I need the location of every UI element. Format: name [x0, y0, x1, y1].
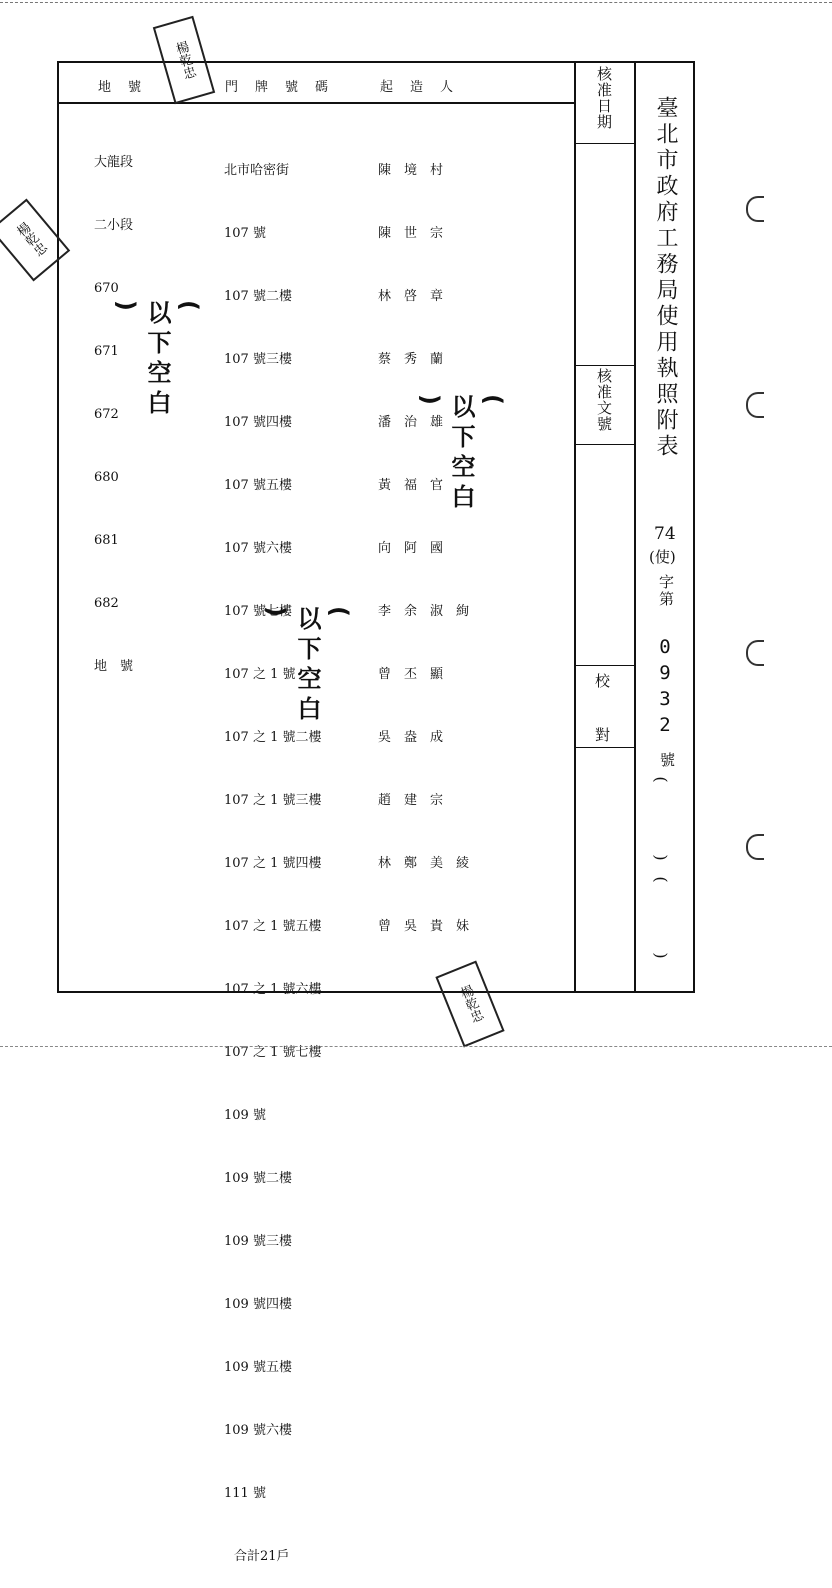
door-number-item: 111 號: [224, 1486, 266, 1501]
bracket-mark: ): [651, 854, 671, 861]
proofread-label-top: 校: [595, 672, 611, 690]
binder-hole: [746, 392, 764, 418]
door-number-item: 109 號三樓: [224, 1234, 292, 1249]
lot-number-item: 671: [94, 344, 119, 359]
blank-mark-door: ( 以下空白 ): [262, 606, 353, 726]
bracket-mark: (: [651, 776, 671, 783]
approval-number-label: 核准文號: [595, 368, 613, 432]
lot-number-item: 681: [94, 533, 119, 548]
builder-item: 陳 世 宗: [378, 226, 444, 241]
lot-number-item: 670: [94, 281, 119, 296]
door-number-item: 107 號七樓: [224, 604, 292, 619]
permit-suffix: 號: [658, 752, 676, 767]
door-number-item: 109 號: [224, 1108, 266, 1123]
door-number-item: 107 之 1 號六樓: [224, 982, 322, 997]
permit-word: 字第: [657, 574, 675, 608]
frame-right: [693, 61, 695, 993]
door-number-item: 107 號二樓: [224, 289, 292, 304]
lot-number-item: 地 號: [94, 659, 134, 674]
door-number-item: 北市哈密街: [224, 163, 290, 178]
door-number-item: 109 號二樓: [224, 1171, 292, 1186]
door-number-item: 107 之 1 號二樓: [224, 730, 322, 745]
lot-number-item: 672: [94, 407, 119, 422]
builder-item: 曾 吳 貴 妹: [378, 919, 470, 934]
bracket-mark: ): [651, 952, 671, 959]
builder-item: 陳 境 村: [378, 163, 444, 178]
builder-list: [378, 118, 469, 958]
permit-year: 74: [654, 524, 676, 544]
door-number-item: 109 號四樓: [224, 1297, 292, 1312]
side-row-divider-3: [574, 444, 636, 445]
builder-item: 潘 治 雄: [378, 415, 444, 430]
seal-stamp-left: 楊乾忠: [0, 199, 70, 282]
side-column-divider: [574, 61, 576, 993]
header-door-number: 門 牌 號 碼: [225, 80, 331, 95]
door-number-item: 107 號六樓: [224, 541, 292, 556]
header-divider: [57, 102, 575, 104]
builder-item: 黃 福 官: [378, 478, 444, 493]
seal-stamp-top: 楊乾忠: [153, 16, 215, 104]
door-number-item: 107 號四樓: [224, 415, 292, 430]
permit-number: 0932: [654, 636, 676, 740]
approval-date-label: 核准日期: [595, 66, 613, 130]
door-number-item: 107 號五樓: [224, 478, 292, 493]
lot-number-item: 大龍段: [94, 155, 134, 170]
side-row-divider-2: [574, 365, 636, 366]
title-column-divider: [634, 61, 636, 993]
lot-number-item: 682: [94, 596, 119, 611]
side-row-divider-1: [574, 143, 636, 144]
builder-item: 李 余 淑 絢: [378, 604, 470, 619]
door-number-item: 107 之 1 號五樓: [224, 919, 322, 934]
bracket-mark: (: [651, 876, 671, 883]
door-number-item: 109 號六樓: [224, 1423, 292, 1438]
household-total: 合計21戶: [234, 1549, 290, 1564]
builder-item: 林 啓 章: [378, 289, 444, 304]
builder-item: 林 鄭 美 綾: [378, 856, 470, 871]
frame-left: [57, 61, 59, 993]
builder-item: 向 阿 國: [378, 541, 444, 556]
binder-hole: [746, 834, 764, 860]
builder-item: 蔡 秀 蘭: [378, 352, 444, 367]
frame-top: [57, 61, 695, 63]
side-row-divider-5: [574, 747, 636, 748]
seal-stamp-bottom: 楊乾忠: [435, 961, 504, 1048]
scan-edge-top: [0, 2, 832, 3]
form-title: 臺北市政府工務局使用執照附表: [653, 96, 678, 460]
door-number-list: [224, 118, 321, 1588]
binder-hole: [746, 196, 764, 222]
builder-item: 趙 建 宗: [378, 793, 444, 808]
door-number-item: 107 之 1 號: [224, 667, 296, 682]
door-number-item: 107 之 1 號四樓: [224, 856, 322, 871]
lot-number-item: 二小段: [94, 218, 134, 233]
lot-number-item: 680: [94, 470, 119, 485]
side-row-divider-4: [574, 665, 636, 666]
door-number-item: 107 號三樓: [224, 352, 292, 367]
door-number-item: 107 之 1 號三樓: [224, 793, 322, 808]
builder-item: 曾 丕 顯: [378, 667, 444, 682]
permit-type: (使): [649, 548, 676, 566]
door-number-item: 107 號: [224, 226, 266, 241]
proofread-label-bottom: 對: [595, 726, 611, 744]
door-number-item: 109 號五樓: [224, 1360, 292, 1375]
frame-bottom: [57, 991, 695, 993]
blank-mark-builder: ( 以下空白 ): [416, 394, 507, 514]
binder-hole: [746, 640, 764, 666]
header-builder: 起 造 人: [380, 80, 456, 95]
door-number-item: 107 之 1 號七樓: [224, 1045, 322, 1060]
builder-item: 吳 盎 成: [378, 730, 444, 745]
header-lot-number: 地 號: [98, 80, 144, 95]
scan-edge-bottom: [0, 1046, 832, 1047]
blank-mark-lot: ( 以下空白 ): [112, 300, 203, 420]
